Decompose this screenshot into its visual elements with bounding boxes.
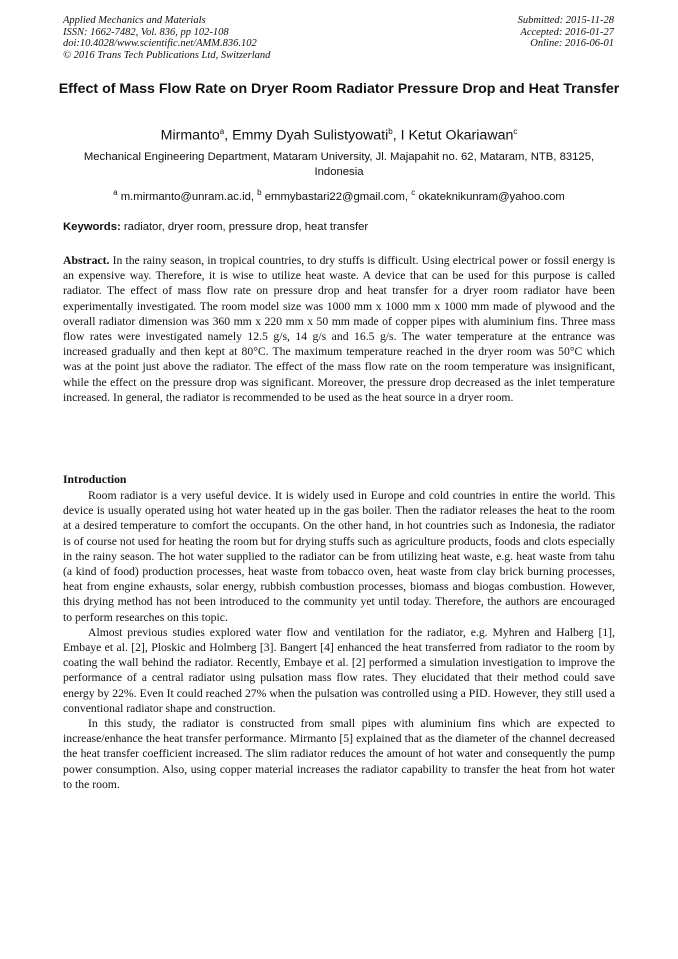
email-link[interactable]: m.mirmanto@unram.ac.id [120, 190, 251, 203]
author-name: Mirmanto [160, 127, 220, 144]
journal-issn: ISSN: 1662-7482, Vol. 836, pp 102-108 [63, 26, 229, 38]
abstract [63, 253, 615, 405]
author-list: Mirmanto$^a$, Emmy Dyah Sulistyowati$^b$, I Ketut Okariawan$^c$ [160, 127, 518, 144]
intro-paragraph: In this study, the radiator is constructed from small pipes with aluminium fins which are expected to increase/enhance the heat transfer performance. Mirmanto [5] explained that as the diameter of the channel decreased the heat transfer coefficient increased. The slim radiator reduces the amount of hot water and consequently the pump power consumption. Also, using copper material increases the radiator capability to transfer the heat from hot water to the room. [63, 717, 615, 791]
intro-paragraph: Almost previous studies explored water flow and ventilation for the radiator, e.g. Myhren and Halberg [1], Embaye et al. [2], Ploskic and Holmberg [3]. Bangert [4] enhanced the heat transferred from radiator to the room by coating the wall behind the radiator. Recently, Embaye et al. [2] performed a simulation investigation to improve the performance of a central radiator using pulsation mass flow rates. They elucidated that their method could save energy by 22%. Even It could reached 27% when the pulsation was controlled using a PID. However, they still used a conventional radiator shape and construction. [63, 625, 615, 715]
abstract-label: Abstract. [63, 254, 110, 267]
author-superscript: a [219, 127, 225, 136]
author-name: Emmy Dyah Sulistyowati [232, 127, 389, 144]
submitted-date: Submitted: 2015-11-28 [517, 15, 614, 26]
affiliation: Mechanical Engineering Department, Mataram University, Jl. Majapahit no. 62, Mataram, NTB, 83125, Indonesia [83, 151, 595, 178]
journal-name: Applied Mechanics and Materials [63, 15, 206, 26]
introduction-heading: Introduction [63, 473, 127, 486]
keywords-label: Keywords: [63, 221, 121, 233]
accepted-date: Accepted: 2016-01-27 [520, 26, 614, 38]
journal-doi[interactable]: doi:10.4028/www.scientific.net/AMM.836.102 [63, 38, 257, 49]
journal-copyright: © 2016 Trans Tech Publications Ltd, Switzerland [63, 49, 271, 61]
publication-dates [518, 15, 614, 50]
paper-title: Effect of Mass Flow Rate on Dryer Room Radiator Pressure Drop and Heat Transfer [58, 81, 620, 97]
email-superscript: b [257, 188, 262, 197]
intro-paragraph: Room radiator is a very useful device. It is widely used in Europe and cold countries in entire the world. This device is usually operated using hot water heated up in the gas boiler. Then the radiator releases the heat to the room at a desired temperature to comfort the occupants. On the other hand, in hot countries such as Indonesia, the radiator is of course not used for heating the room but for drying stuffs such as agriculture products, foods and clots especially in the rainy season. The hot water supplied to the radiator can be from utilizing heat waste, e.g. heat waste from tahu (a kind of food) production processes, heat waste from tobacco oven, heat waste from clay brick burning processes, heat from engine exhausts, solar energy, rubbish combustion processes, biomass and biogas combustion. However, this drying method has not been introduced to the community yet until today. Therefore, the authors are encouraged to perform researches on this topic. [63, 489, 615, 624]
email-superscript: c [411, 188, 416, 197]
keywords-text: radiator, dryer room, pressure drop, heat transfer [123, 221, 369, 233]
email-link[interactable]: emmybastari22@gmail.com [264, 190, 405, 203]
abstract-text: In the rainy season, in tropical countries, to dry stuffs is difficult. Using electrical power or fossil energy is an expensive way. Therefore, it is wise to utilize heat waste. A device that can be used for this purpose is called radiator. The effect of mass flow rate on pressure drop and heat transfer for a dryer room radiator have been experimentally investigated. The room model size was 1000 mm x 1000 mm x 1000 mm made of plywood and the overall radiator dimension was 360 mm x 220 mm x 50 mm made of copper pipes with aluminium fins. Three mass flow rates were investigated namely 12.5 g/s, 14 g/s and 16.5 g/s. The water temperature at the entrance was increased gradually and then kept at 80°C. The maximum temperature reached in the dryer room was 50°C which was at the point just above the radiator. The effect of the mass flow rate on the room temperature was insignificant, while the effect on the pressure drop was significant. Moreover, the pressure drop decreased as the inlet temperature increased. In general, the radiator is recommended to be used as the heat source in a dryer room. [63, 254, 615, 404]
email-superscript: a [113, 188, 118, 197]
author-superscript: c [513, 127, 518, 136]
online-date: Online: 2016-06-01 [530, 38, 614, 49]
journal-info [63, 15, 270, 61]
author-name: I Ketut Okariawan [400, 127, 514, 144]
author-superscript: b [388, 127, 393, 136]
keywords [63, 220, 615, 235]
email-link[interactable]: okateknikunram@yahoo.com [418, 190, 565, 203]
introduction-body [63, 488, 615, 792]
email-list: $^a$ m.mirmanto@unram.ac.id, $^b$ emmybastari22@gmail.com, $^c$ okateknikunram@yahoo.com [113, 188, 565, 203]
